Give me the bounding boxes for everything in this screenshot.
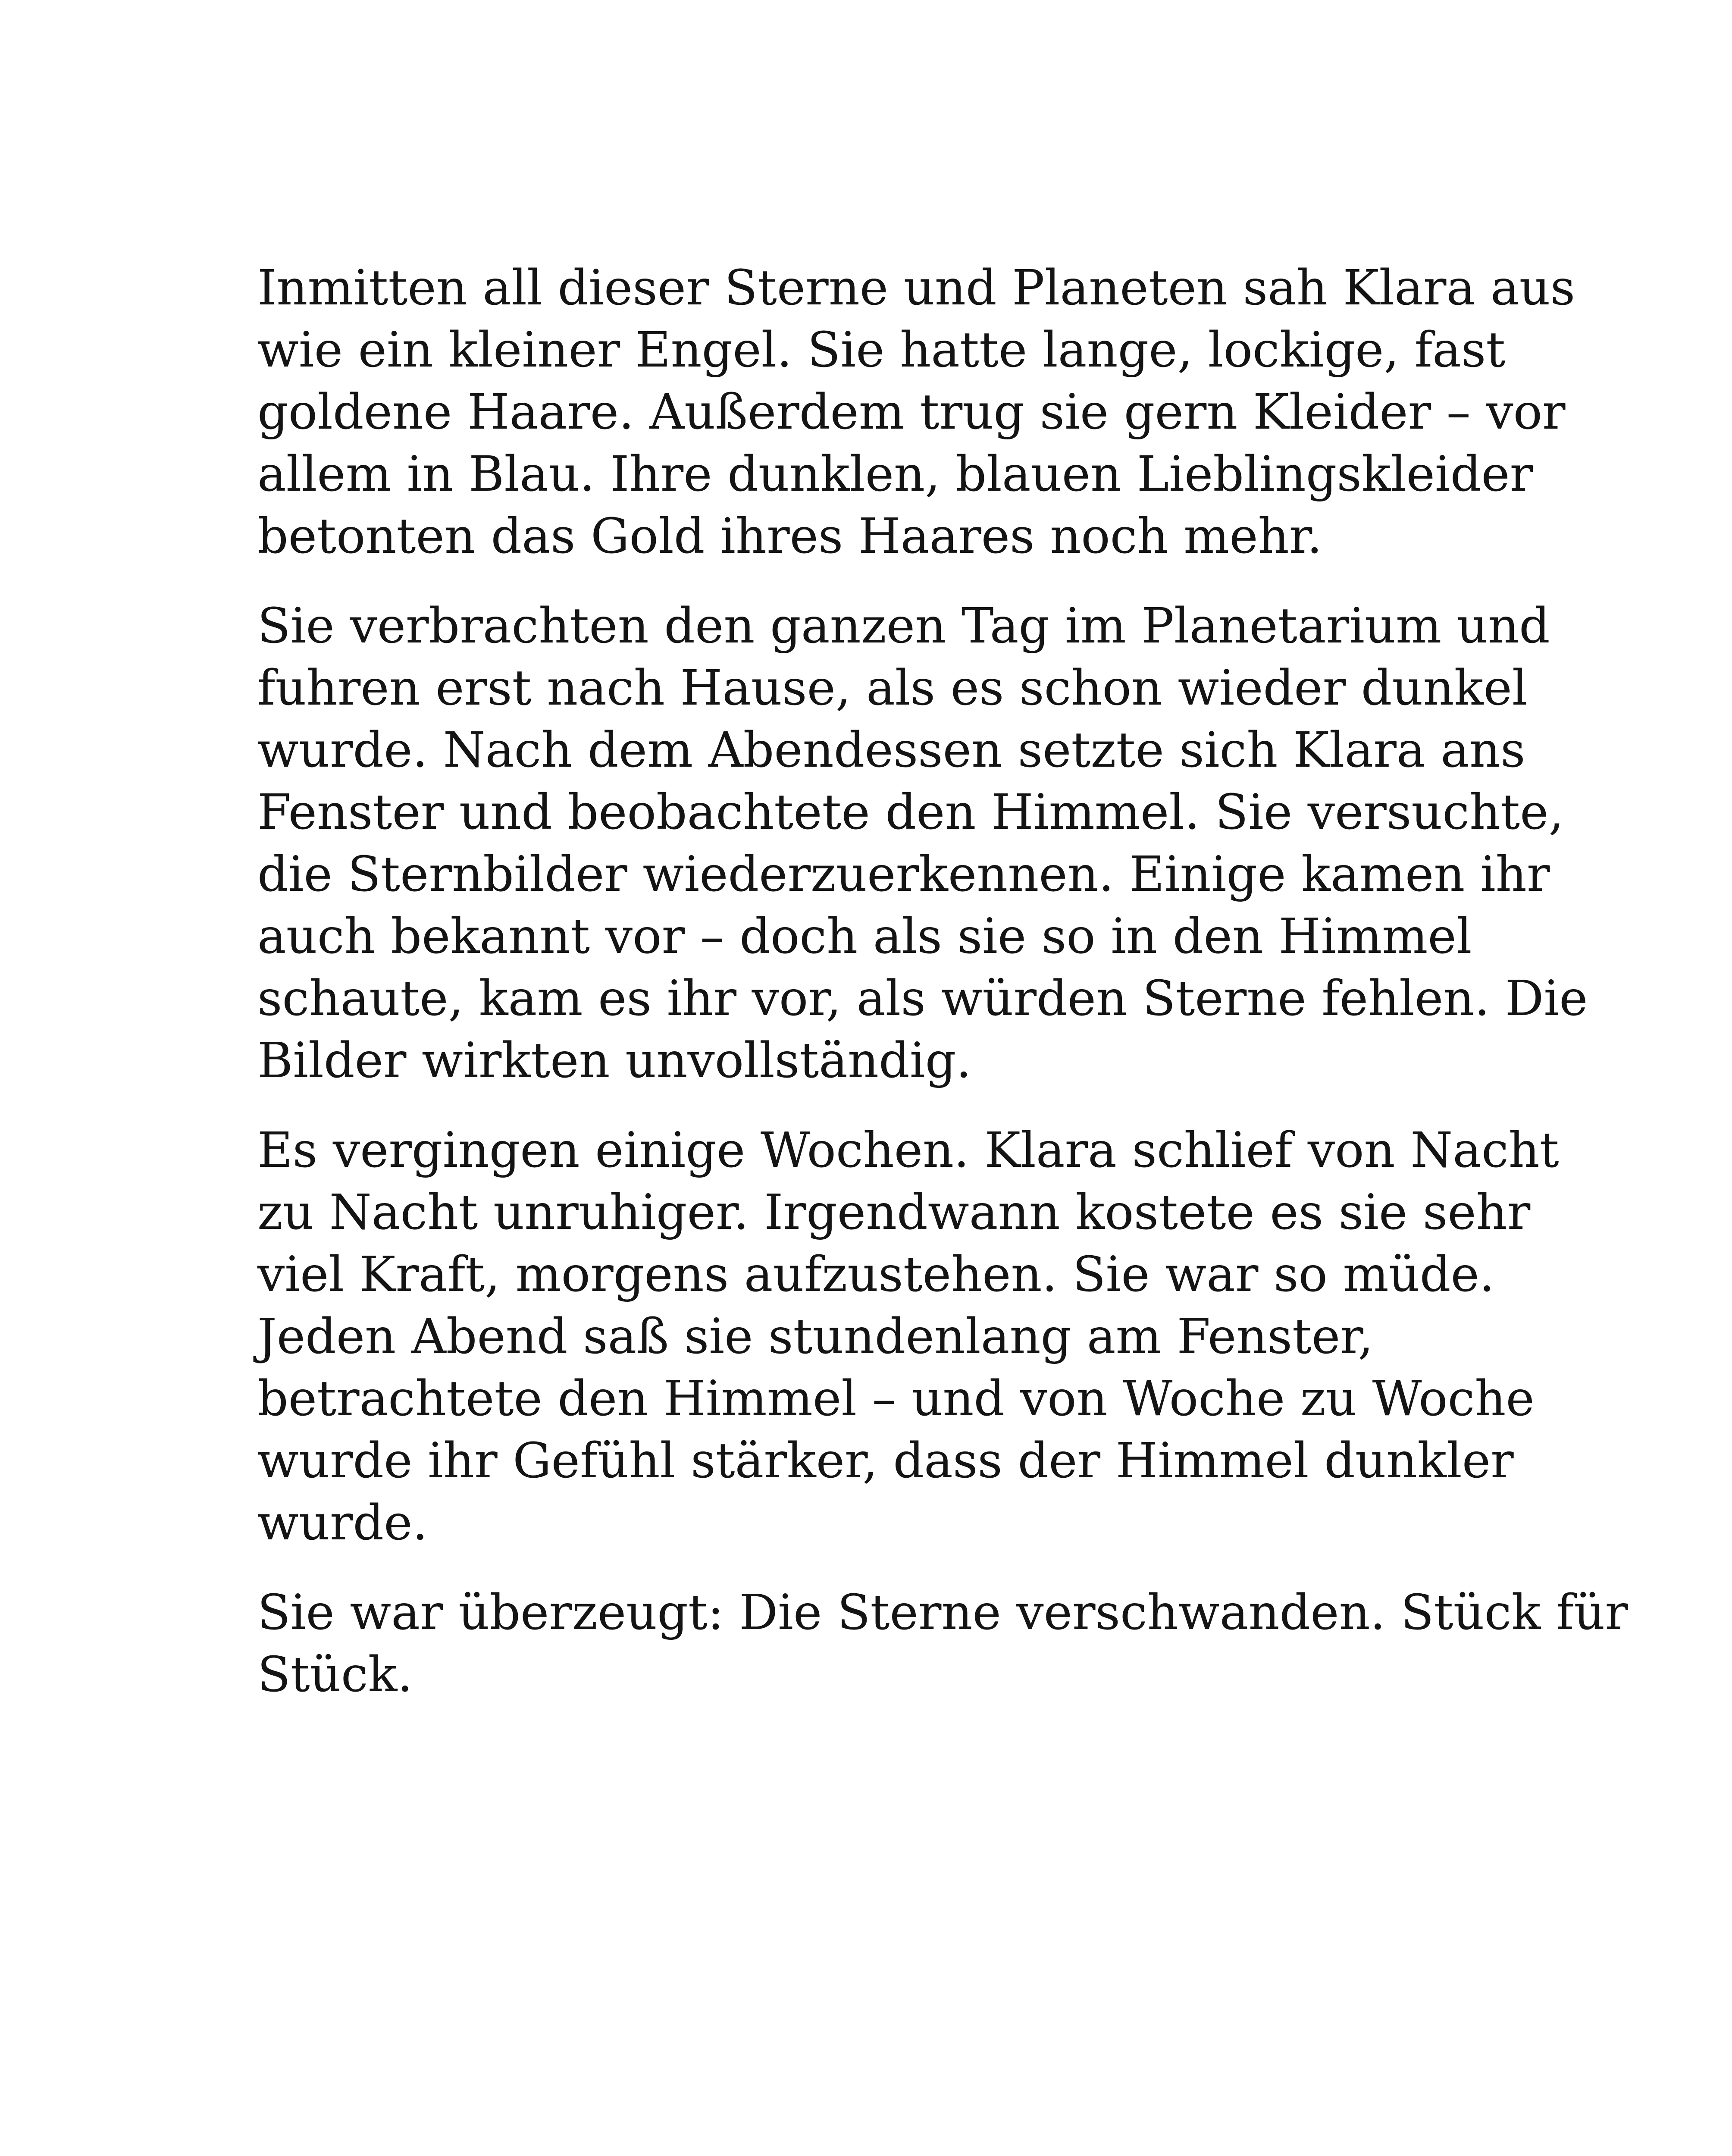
text-line: Stück. <box>257 1647 413 1703</box>
text-line: Bilder wirkten unvollständig. <box>257 1033 971 1089</box>
text-line: viel Kraft, morgens aufzustehen. Sie war so müde. <box>257 1247 1495 1303</box>
paragraph-4 <box>257 1582 1629 1706</box>
text-line: die Sternbilder wiederzuerkennen. Einige kamen ihr <box>257 846 1550 903</box>
text-line: goldene Haare. Außerdem trug sie gern Kleider – vor <box>257 384 1566 440</box>
story-text <box>257 257 1629 1733</box>
text-line: wurde. Nach dem Abendessen setzte sich Klara ans <box>257 722 1525 778</box>
paragraph-3 <box>257 1119 1559 1554</box>
text-line: zu Nacht unruhiger. Irgendwann kostete es sie sehr <box>257 1185 1531 1241</box>
text-line: Fenster und beobachtete den Himmel. Sie versuchte, <box>257 784 1564 840</box>
text-line: auch bekannt vor – doch als sie so in den Himmel <box>257 909 1472 965</box>
text-line: schaute, kam es ihr vor, als würden Sterne fehlen. Die <box>257 971 1588 1027</box>
paragraph-2 <box>257 595 1588 1092</box>
text-line: fuhren erst nach Hause, als es schon wieder dunkel <box>257 660 1528 716</box>
text-line: betonten das Gold ihres Haares noch mehr. <box>257 508 1322 564</box>
text-line: wie ein kleiner Engel. Sie hatte lange, lockige, fast <box>257 322 1506 378</box>
text-line: Jeden Abend saß sie stundenlang am Fenster, <box>257 1309 1374 1365</box>
text-line: Sie war überzeugt: Die Sterne verschwanden. Stück für <box>257 1585 1629 1641</box>
text-line: betrachtete den Himmel – und von Woche zu Woche <box>257 1371 1535 1427</box>
text-line: Sie verbrachten den ganzen Tag im Planetarium und <box>257 598 1550 654</box>
text-line: wurde. <box>257 1495 428 1551</box>
text-line: wurde ihr Gefühl stärker, dass der Himmel dunkler <box>257 1433 1514 1489</box>
text-line: allem in Blau. Ihre dunklen, blauen Lieblingskleider <box>257 446 1533 502</box>
text-line: Es vergingen einige Wochen. Klara schlief von Nacht <box>257 1122 1559 1178</box>
text-line: Inmitten all dieser Sterne und Planeten sah Klara aus <box>257 260 1575 316</box>
paragraph-1 <box>257 257 1575 567</box>
